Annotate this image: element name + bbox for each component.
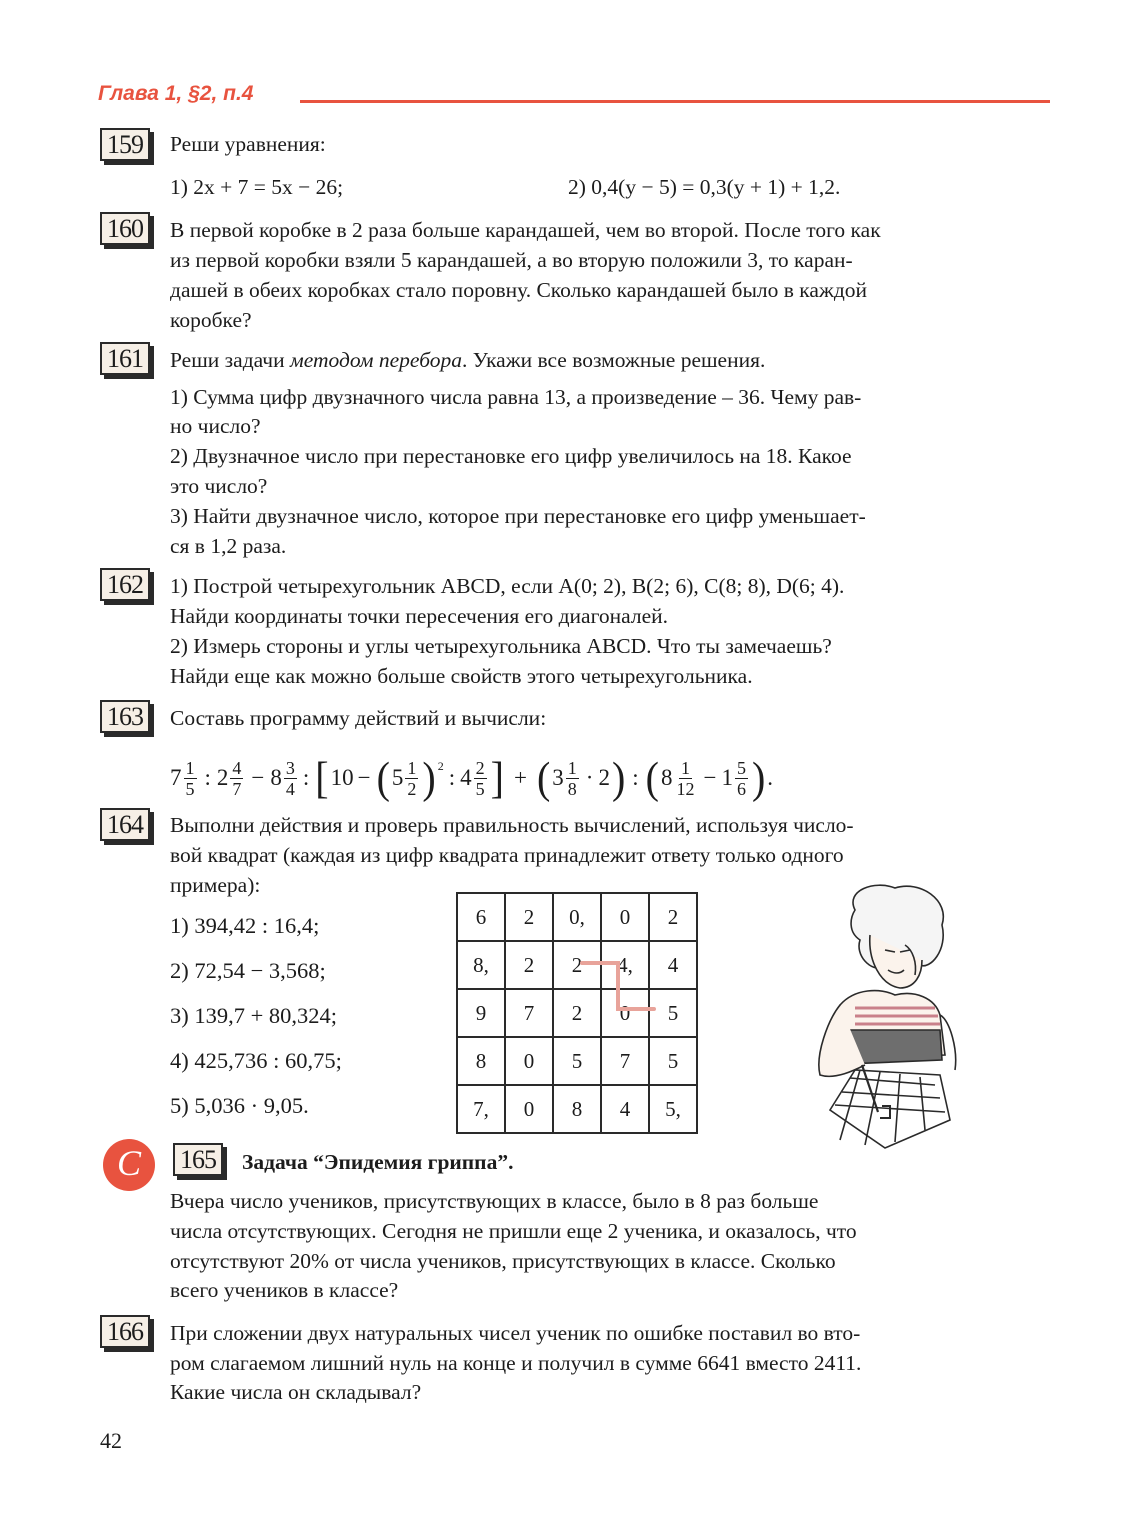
number-square-cell: 4 [601,1085,649,1133]
expr-operator: : [302,765,310,790]
expr-numerator: 1 [680,757,690,778]
chapter-title: Глава 1, §2, п.4 [98,82,254,105]
expr-whole: 4 [460,765,472,790]
expr-operator: − [251,765,265,790]
expr-denominator: 6 [736,778,746,799]
number-square-cell: 2 [649,893,697,941]
expr-number: 10 [330,765,354,790]
problem-160-line: коробке? [170,308,252,332]
expr-paren: ) [611,752,626,803]
problem-164-line: вой квадрат (каждая из цифр квадрата принадлежит ответу только одного [170,843,844,867]
number-square-cell: 7, [457,1085,505,1133]
problem-166-line: При сложении двух натуральных чисел ученик по ошибке поставил во вто- [170,1321,861,1345]
problem-165-title: Задача “Эпидемия гриппа”. [242,1150,514,1174]
number-square-cell: 5 [649,1037,697,1085]
number-square-cell: 8 [457,1037,505,1085]
problem-161-line: но число? [170,414,261,438]
number-square-cell: 5 [649,989,697,1037]
problem-160-line: из первой коробки взяли 5 карандашей, а во вторую положили 3, то каран- [170,248,853,272]
expr-number: 2 [598,765,610,790]
problem-164-example: 1) 394,42 : 16,4; [170,913,320,938]
problem-164-line: Выполни действия и проверь правильность вычислений, используя число- [170,813,854,837]
problem-162-line: Найди еще как можно больше свойств этого четырехугольника. [170,664,753,688]
problem-161-intro [170,345,765,375]
expr-fraction [230,758,243,799]
expr-numerator: 4 [232,757,242,778]
expr-whole: 8 [660,765,673,790]
expr-denominator: 5 [185,778,195,799]
expr-fraction [674,758,696,799]
number-square-cell: 0, [553,893,601,941]
expr-denominator: 2 [407,778,417,799]
problem-161-intro-a: Реши задачи [170,348,291,372]
expr-period: . [767,765,774,790]
number-square-cell: 5 [553,1037,601,1085]
expr-paren: ) [422,752,436,803]
problem-161-intro-em: методом перебора [290,348,462,372]
expr-operator: + [513,765,527,790]
problem-number-162: 162 [100,568,150,601]
expr-operator: : [448,765,456,790]
problem-164-example: 3) 139,7 + 80,324; [170,1003,338,1028]
expr-whole: 7 [170,765,182,790]
problem-164-example: 5) 5,036 · 9,05. [170,1093,309,1118]
expr-fraction [735,758,748,799]
number-square-cell: 0 [505,1037,553,1085]
problem-160-line: В первой коробке в 2 раза больше карандашей, чем во второй. После того как [170,218,881,242]
expr-bracket: [ [315,752,329,803]
problem-number-165: 165 [173,1143,223,1176]
expr-fraction [284,758,297,799]
problem-number-159: 159 [100,128,150,161]
problem-159-intro: Реши уравнения: [170,132,326,156]
problem-number-164: 164 [100,808,150,841]
expr-paren: ( [376,752,390,803]
expr-whole: 5 [391,765,404,790]
expr-numerator: 3 [285,757,295,778]
problem-162-line: 1) Построй четырехугольник ABCD, если A(0; 2), B(2; 6), C(8; 8), D(6; 4). [170,574,845,598]
problem-number-161: 161 [100,342,150,375]
problem-160-line: дашей в обеих коробках стало поровну. Сколько карандашей было в каждой [170,278,868,302]
number-square-cell: 7 [505,989,553,1037]
number-square-cell: 2 [553,941,601,989]
problem-number-160: 160 [100,212,150,245]
expr-whole: 2 [216,765,229,790]
expr-whole: 3 [552,765,564,790]
number-square-cell: 0 [505,1085,553,1133]
number-square-cell: 2 [505,941,553,989]
chapter-rule [300,100,1050,103]
challenge-badge-c: C [103,1139,155,1191]
problem-164-example: 4) 425,736 : 60,75; [170,1048,342,1073]
expr-denominator: 5 [475,778,485,799]
expr-numerator: 1 [407,757,417,778]
problem-161-line: это число? [170,474,268,498]
number-square-cell: 0 [601,989,649,1037]
expr-denominator: 12 [676,778,695,799]
expr-operator: − [357,765,371,790]
expr-fraction [405,758,418,799]
student-drawing-illustration [800,880,960,1150]
expr-fraction [566,758,579,799]
problem-166-line: Какие числа он складывал? [170,1380,422,1404]
problem-159-equation-1: 1) 2x + 7 = 5x − 26; [170,175,344,199]
answer-path-marker [456,892,696,1132]
problem-166-line: ром слагаемом лишний нуль на конце и получил в сумме 6641 вместо 2411. [170,1351,862,1375]
expr-whole: 1 [721,765,733,790]
page-number: 42 [100,1428,122,1453]
number-square-cell: 8 [553,1085,601,1133]
number-square-cell: 4 [649,941,697,989]
number-square-cell: 6 [457,893,505,941]
problem-164-line: примера): [170,873,261,897]
problem-163-intro: Составь программу действий и вычисли: [170,706,547,730]
problem-165-line: числа отсутствующих. Сегодня не пришли еще 2 ученика, и оказалось, что [170,1219,857,1243]
expr-numerator: 5 [736,757,746,778]
expr-paren: ) [751,752,766,803]
expr-denominator: 4 [285,778,295,799]
expr-operator: : [632,765,639,790]
expr-paren: ( [536,752,551,803]
problem-number-163: 163 [100,700,150,733]
expr-bracket: ] [490,752,504,803]
expr-exponent: 2 [437,758,444,773]
expr-numerator: 1 [185,757,195,778]
problem-161-intro-b: . Укажи все возможные решения. [461,348,766,372]
number-square-cell: 9 [457,989,505,1037]
problem-161-line: 1) Сумма цифр двузначного числа равна 13, а произведение – 36. Чему рав- [170,385,862,409]
number-square-cell: 8, [457,941,505,989]
problem-number-166: 166 [100,1315,150,1348]
problem-159-equation-2: 2) 0,4(y − 5) = 0,3(y + 1) + 1,2. [568,175,841,199]
number-square-cell: 7 [601,1037,649,1085]
problem-161-line: ся в 1,2 раза. [170,534,287,558]
number-square-cell: 2 [553,989,601,1037]
expr-operator: − [703,765,717,790]
expr-numerator: 1 [567,757,577,778]
expr-fraction [474,758,487,799]
expr-whole: 8 [270,765,282,790]
expr-operator: · [585,765,594,790]
problem-164-example: 2) 72,54 − 3,568; [170,958,326,983]
problem-163-expression [170,748,773,808]
number-square-cell: 4, [601,941,649,989]
problem-165-line: Вчера число учеников, присутствующих в классе, было в 8 раз больше [170,1189,819,1213]
number-square-cell: 5, [649,1085,697,1133]
number-square-cell: 2 [505,893,553,941]
problem-162-line: 2) Измерь стороны и углы четырехугольника ABCD. Что ты замечаешь? [170,634,832,658]
expr-denominator: 7 [232,778,242,799]
problem-165-line: всего учеников в классе? [170,1278,399,1302]
expr-fraction [184,758,197,799]
expr-denominator: 8 [567,778,577,799]
chapter-header [98,82,1050,116]
problem-165-line: отсутствуют 20% от числа учеников, присутствующих в классе. Сколько [170,1249,836,1273]
expr-operator: : [204,765,211,790]
number-square-cell: 0 [601,893,649,941]
problem-161-line: 3) Найти двузначное число, которое при перестановке его цифр уменьшает- [170,504,866,528]
expr-paren: ( [645,752,659,803]
expr-numerator: 2 [475,757,485,778]
problem-161-line: 2) Двузначное число при перестановке его цифр увеличилось на 18. Какое [170,444,852,468]
problem-162-line: Найди координаты точки пересечения его диагоналей. [170,604,668,628]
